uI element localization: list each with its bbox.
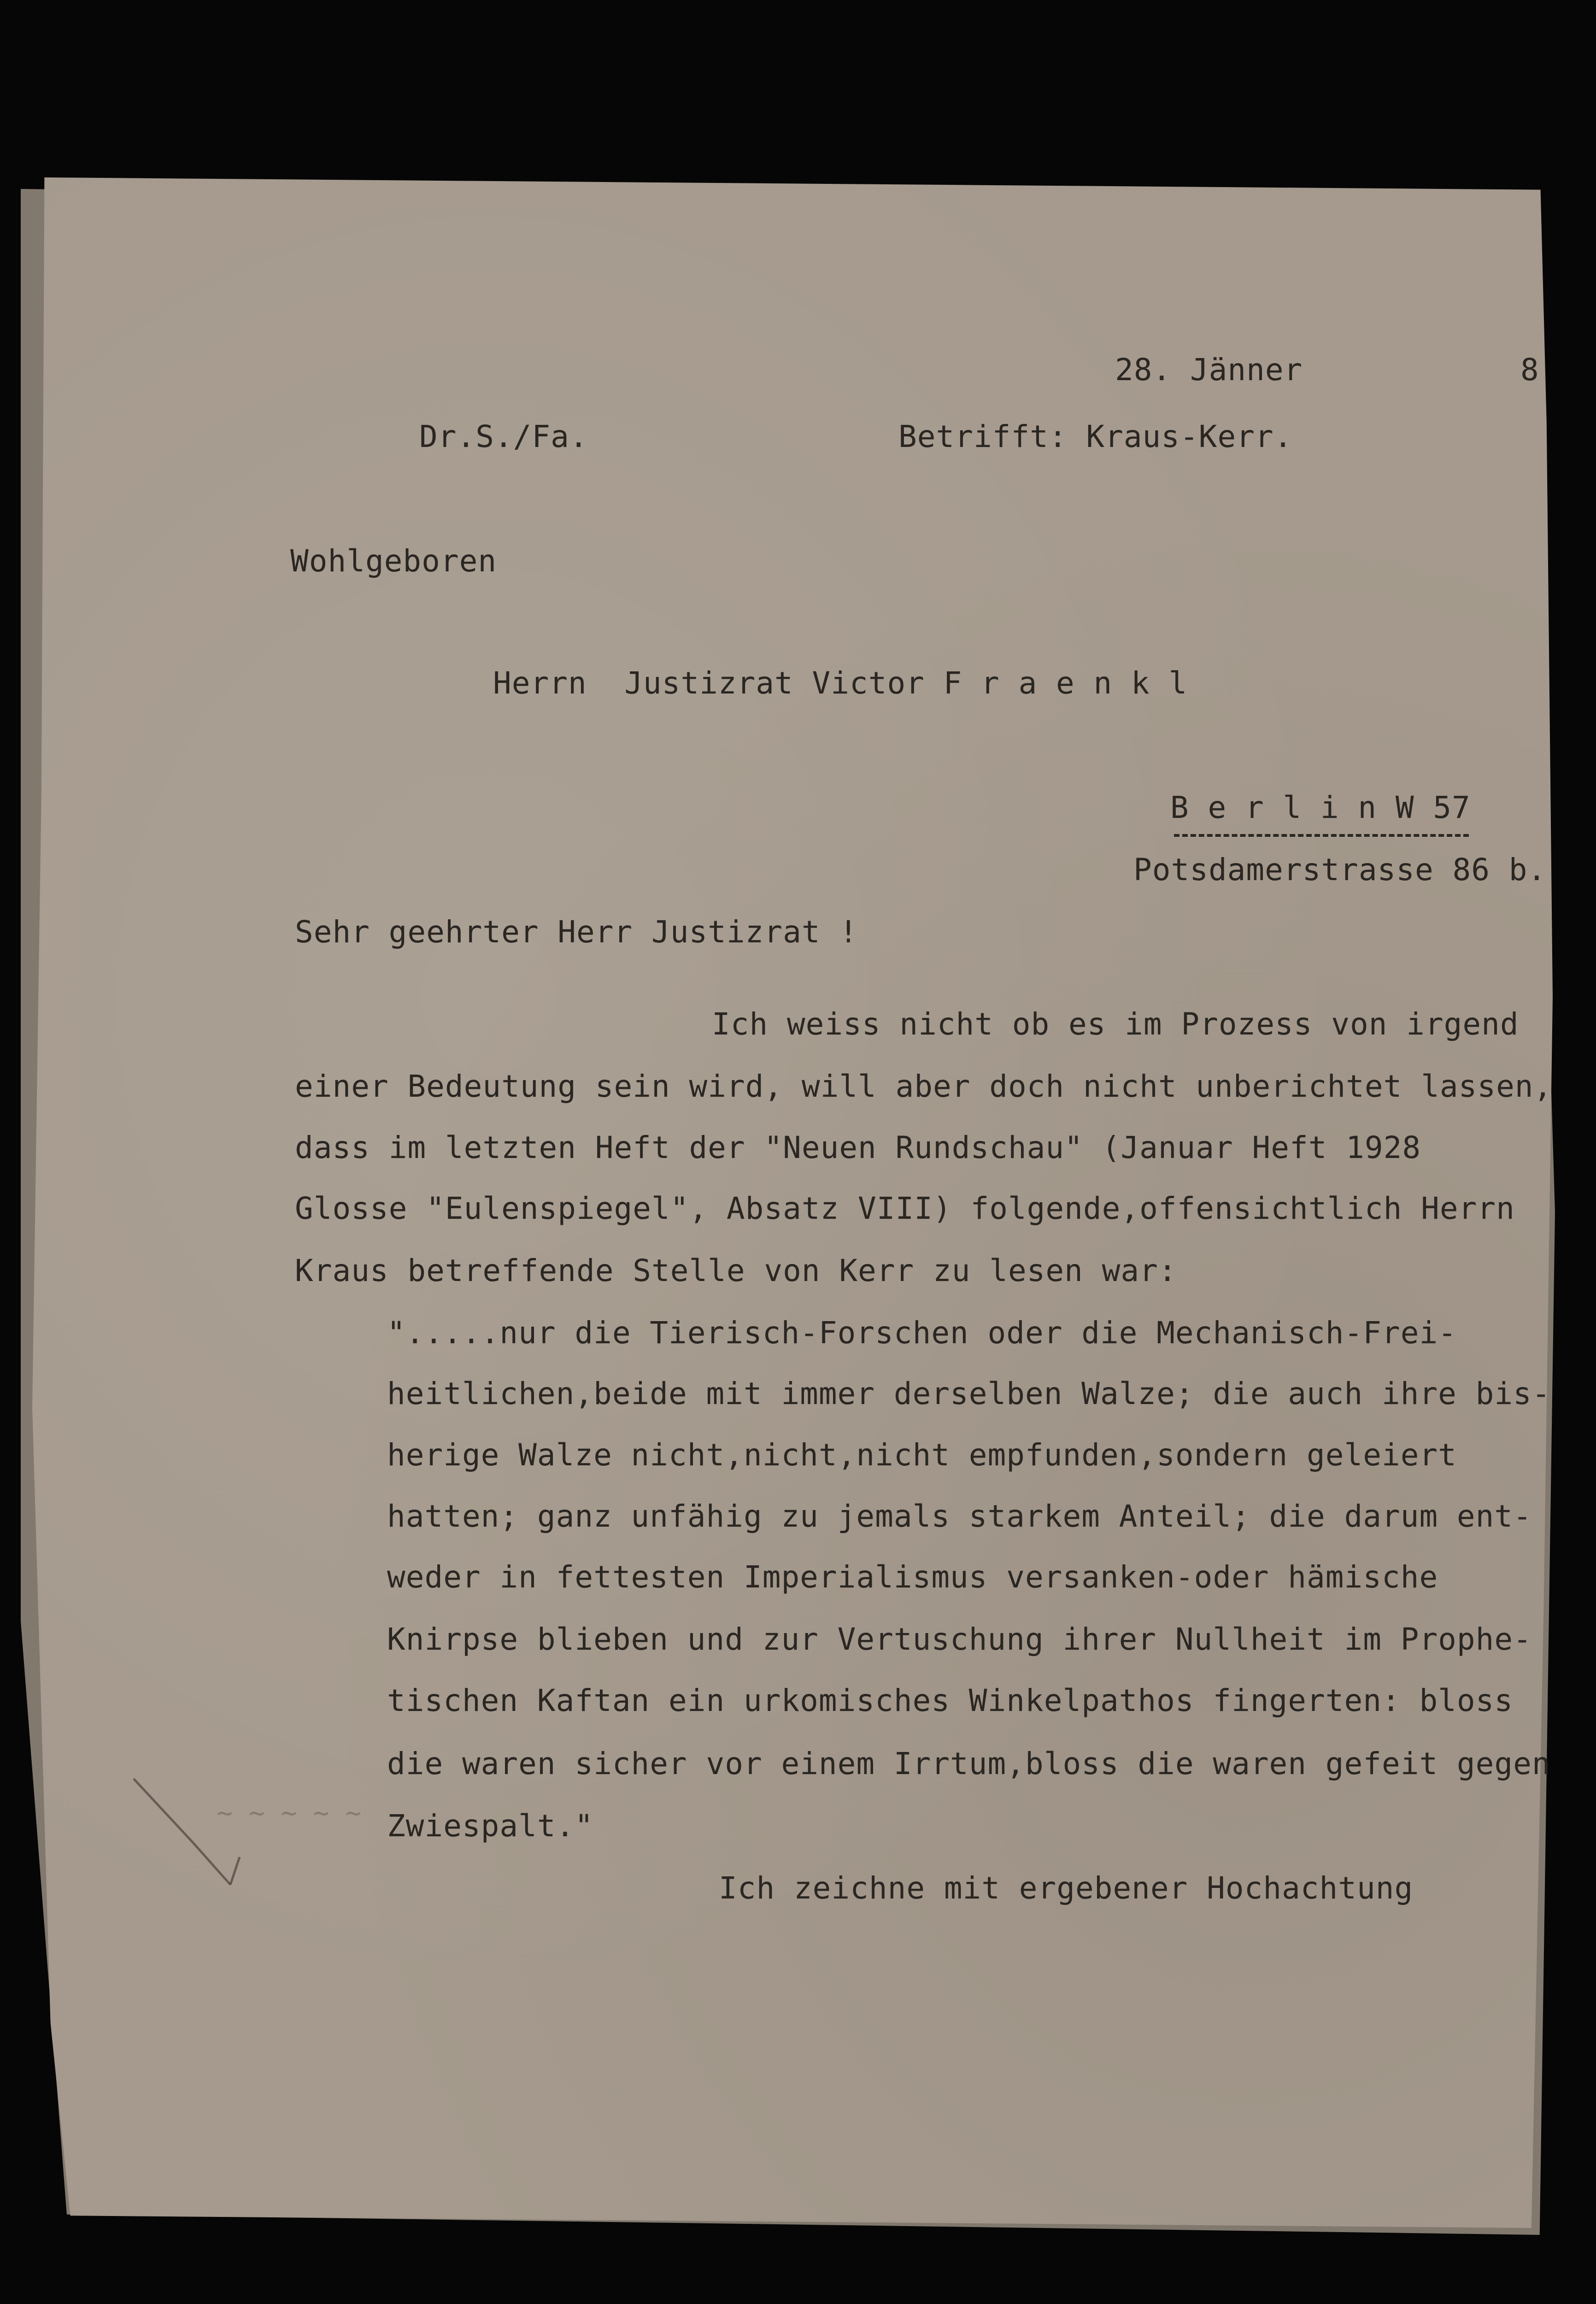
pencil-tick-mark — [124, 1774, 263, 1894]
quote-line: Zwiespalt." — [387, 1808, 594, 1844]
quote-line: ".....nur die Tierisch-Forschen oder die Mechanisch-Frei- — [387, 1315, 1457, 1351]
quote-line: die waren sicher vor einem Irrtum,bloss die waren gefeit gegen — [387, 1746, 1551, 1781]
address-recipient: Herrn Justizrat Victor F r a e n k l — [493, 665, 1188, 701]
address-city: B e r l i n W 57 — [1170, 790, 1471, 825]
body-line: Kraus betreffende Stelle von Kerr zu lesen war: — [295, 1253, 1177, 1288]
address-street: Potsdamerstrasse 86 b. — [1133, 852, 1547, 888]
reference-code: Dr.S./Fa. — [419, 419, 588, 454]
subject-line: Betrifft: Kraus-Kerr. — [898, 419, 1293, 454]
bleed-through-mark: ~ ~ ~ ~ ~ — [217, 1797, 362, 1828]
quote-line: heitlichen,beide mit immer derselben Walze; die auch ihre bis- — [387, 1376, 1551, 1411]
body-line: Ich weiss nicht ob es im Prozess von irgend — [712, 1006, 1519, 1042]
quote-line: Knirpse blieben und zur Vertuschung ihrer Nullheit im Prophe- — [387, 1622, 1532, 1657]
closing-line: Ich zeichne mit ergebener Hochachtung — [719, 1870, 1414, 1906]
greeting: Sehr geehrter Herr Justizrat ! — [295, 914, 858, 950]
quote-line: weder in fettesten Imperialismus versanken-oder hämische — [387, 1559, 1438, 1595]
quote-line: tischen Kaftan ein urkomisches Winkelpathos fingerten: bloss — [387, 1683, 1514, 1718]
quote-line: herige Walze nicht,nicht,nicht empfunden,sondern geleiert — [387, 1437, 1457, 1473]
letter-date: 28. Jänner — [1115, 352, 1303, 388]
address-salutation: Wohlgeboren — [290, 543, 497, 579]
quote-line: hatten; ganz unfähig zu jemals starkem Anteil; die darum ent- — [387, 1499, 1532, 1534]
body-line: einer Bedeutung sein wird, will aber doch nicht unberichtet lassen, — [295, 1069, 1553, 1104]
body-line: Glosse "Eulenspiegel", Absatz VIII) folgende,offensichtlich Herrn — [295, 1191, 1515, 1226]
address-city-underline — [1174, 834, 1469, 837]
page-number: 8 — [1520, 352, 1539, 388]
body-line: dass im letzten Heft der "Neuen Rundschau" (Januar Heft 1928 — [295, 1130, 1421, 1165]
